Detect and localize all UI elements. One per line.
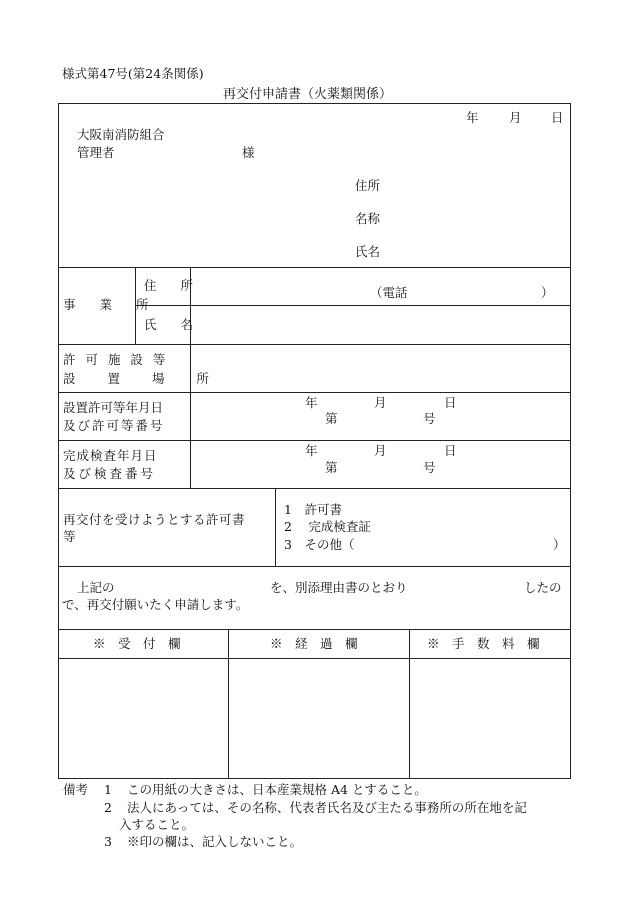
business-phone-close: ） <box>541 285 554 300</box>
applicant-name-label: 名称 <box>355 211 381 226</box>
notes-label: 備考 <box>63 782 89 797</box>
statement-part3: したの <box>524 580 562 595</box>
completion-inspection-no-suffix: 号 <box>423 460 436 475</box>
frame-bottom <box>58 778 571 779</box>
reissue-option-2: 2 完成検査証 <box>284 519 371 534</box>
note-1-text: この用紙の大きさは、日本産業規格 A4 とすること。 <box>127 782 427 797</box>
recipient-title: 管理者 <box>77 145 115 160</box>
reception-column-header: ※ 受 付 欄 <box>93 636 181 651</box>
row-divider <box>58 629 571 630</box>
facility-label-line1: 許 可 施 設 等 <box>63 352 169 367</box>
statement-part1: 上記の <box>77 580 115 595</box>
completion-inspection-label-line1: 完成検査年月日 <box>63 448 158 463</box>
date-month-label: 月 <box>509 110 522 125</box>
row-divider <box>58 566 571 567</box>
frame-left <box>58 103 59 779</box>
applicant-person-label: 氏名 <box>355 244 381 259</box>
row-divider <box>58 392 571 393</box>
date-year-label: 年 <box>466 110 479 125</box>
business-phone-open: （電話 <box>370 285 408 300</box>
recipient-organization: 大阪南消防組合 <box>77 127 165 142</box>
page-title: 再交付申請書（火薬類関係） <box>223 87 393 102</box>
completion-inspection-month: 月 <box>374 443 387 458</box>
reissue-option-3-close: ） <box>553 537 566 552</box>
col-divider <box>228 629 229 779</box>
reissue-target-label-line1: 再交付を受けようとする許可書 <box>63 512 246 527</box>
row-divider <box>58 440 571 441</box>
recipient-honorific: 様 <box>242 145 255 160</box>
date-day-label: 日 <box>551 110 564 125</box>
installation-permit-day: 日 <box>444 395 457 410</box>
row-divider <box>58 488 571 489</box>
completion-inspection-no-prefix: 第 <box>325 460 338 475</box>
progress-column-header: ※ 経 過 欄 <box>270 636 358 651</box>
row-divider <box>135 305 571 306</box>
reissue-option-1: 1 許可書 <box>284 502 342 517</box>
note-1-number: 1 <box>104 782 112 797</box>
business-label: 事 業 所 <box>63 297 159 312</box>
business-name-label: 氏 名 <box>144 317 203 332</box>
frame-top <box>58 103 571 104</box>
note-2-text: 法人にあっては、その名称、代表者氏名及び主たる事務所の所在地を記 <box>127 800 527 815</box>
form-number: 様式第47号(第24条関係) <box>62 66 204 81</box>
installation-permit-year: 年 <box>305 395 318 410</box>
frame-right <box>570 103 571 779</box>
installation-permit-month: 月 <box>374 395 387 410</box>
completion-inspection-year: 年 <box>305 443 318 458</box>
completion-inspection-label-line2: 及び検査番号 <box>63 466 157 481</box>
reissue-option-3: 3 その他（ <box>284 537 355 552</box>
installation-permit-label-line1: 設置許可等年月日 <box>63 400 164 415</box>
col-divider <box>409 629 410 779</box>
facility-label-line2: 設 置 場 所 <box>63 371 223 386</box>
note-3-number: 3 <box>104 834 112 849</box>
installation-permit-label-line2: 及び許可等番号 <box>63 418 165 433</box>
completion-inspection-day: 日 <box>444 443 457 458</box>
note-2-text-cont: 入すること。 <box>119 817 195 832</box>
fee-column-header: ※ 手 数 料 欄 <box>427 636 540 651</box>
note-2-number: 2 <box>104 800 112 815</box>
applicant-address-label: 住所 <box>355 178 381 193</box>
note-3-text: ※印の欄は、記入しないこと。 <box>127 834 303 849</box>
installation-permit-no-prefix: 第 <box>325 411 338 426</box>
col-divider <box>275 488 276 567</box>
statement-line2: で、再交付願いたく申請します。 <box>62 597 249 612</box>
business-address-label: 住 所 <box>144 278 203 293</box>
row-divider <box>58 658 571 659</box>
statement-part2: を、別添理由書のとおり <box>270 580 408 595</box>
reissue-target-label-line2: 等 <box>63 529 76 544</box>
installation-permit-no-suffix: 号 <box>423 411 436 426</box>
